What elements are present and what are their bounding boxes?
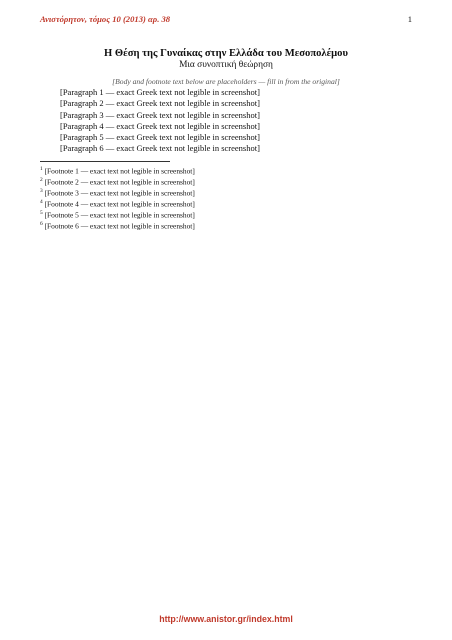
footnote: [40, 209, 412, 220]
footnote-text: [Footnote 2 — exact text not legible in screenshot]: [44, 177, 195, 187]
footnote-text: [Footnote 1 — exact text not legible in screenshot]: [44, 166, 195, 176]
footnote-text: [Footnote 4 — exact text not legible in screenshot]: [44, 199, 195, 209]
footnote-mark: 1: [40, 165, 43, 172]
footnote: [40, 165, 412, 176]
footnote: [40, 220, 412, 231]
page-header: [40, 14, 412, 28]
journal-citation: Ανιστόρητον, τόμος 10 (2013) αρ. 38: [40, 14, 171, 24]
footnote-text: [Footnote 3 — exact text not legible in screenshot]: [44, 188, 195, 198]
footnotes: [40, 165, 412, 231]
body-paragraph: [Paragraph 3 — exact Greek text not legible in screenshot]: [60, 109, 260, 120]
transcription-note: [Body and footnote text below are placeholders — fill in from the original]: [112, 77, 340, 86]
footnote-mark: 5: [40, 210, 43, 217]
article-body: [40, 87, 412, 155]
footnote: [40, 187, 412, 198]
footnote: [40, 176, 412, 187]
footnote-mark: 3: [40, 187, 43, 194]
page-number: 1: [407, 14, 412, 24]
footer-link[interactable]: http://www.anistor.gr/index.html: [159, 614, 293, 624]
article-title: Η Θέση της Γυναίκας στην Ελλάδα του Μεσοπολέμου: [104, 48, 348, 59]
body-paragraph: [Paragraph 6 — exact Greek text not legible in screenshot]: [60, 143, 260, 154]
footnote-text: [Footnote 5 — exact text not legible in screenshot]: [44, 210, 195, 220]
body-paragraph: [Paragraph 4 — exact Greek text not legible in screenshot]: [60, 120, 260, 131]
footnote: [40, 198, 412, 209]
footnote-mark: 4: [40, 198, 43, 205]
body-paragraph: [Paragraph 5 — exact Greek text not legible in screenshot]: [60, 132, 260, 143]
footnote-mark: 6: [40, 221, 43, 228]
article-subtitle: Μια συνοπτική θεώρηση: [179, 60, 273, 70]
body-paragraph: [Paragraph 2 — exact Greek text not legible in screenshot]: [60, 98, 260, 109]
body-paragraph: [Paragraph 1 — exact Greek text not legible in screenshot]: [60, 87, 260, 97]
footnote-text: [Footnote 6 — exact text not legible in screenshot]: [44, 221, 195, 231]
footnote-separator: [40, 161, 170, 162]
footnote-mark: 2: [40, 176, 43, 183]
